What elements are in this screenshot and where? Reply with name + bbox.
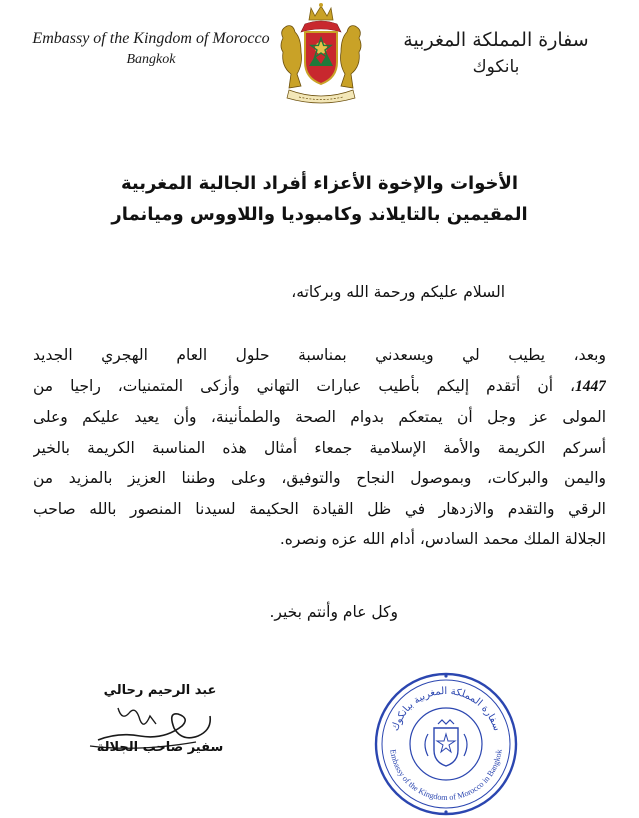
letterhead-arabic-line1: سفارة المملكة المغربية <box>403 29 589 51</box>
title-line2: المقيمين بالتايلاند وكامبوديا واللاووس وميانمار <box>111 204 528 225</box>
greeting: السلام عليكم ورحمة الله وبركاته، <box>291 283 505 301</box>
body-line3: المولى عز وجل أن يمتعكم بدوام الصحة والطمأنينة، وأن يعيد عليكم وعلى <box>33 408 606 426</box>
body-line6: الرقي والتقدم والازدهار في ظل القيادة الحكيمة لسيدنا المنصور بالله صاحب <box>33 499 606 518</box>
body-line2-text: ، أن أتقدم إليكم بأطيب عبارات التهاني وأزكى المتمنيات، راجيا من <box>33 376 575 395</box>
body-line7: الجلالة الملك محمد السادس، أدام الله عزه ونصره. <box>279 530 606 548</box>
letterhead-english-line2: Bangkok <box>126 52 176 67</box>
moroccan-coat-of-arms-icon <box>275 2 367 106</box>
hijri-year: 1447 <box>575 377 606 395</box>
letterhead-arabic-line2: بانكوك <box>472 57 520 77</box>
body-line1: وبعد، يطيب لي ويسعدني بمناسبة حلول العام الهجري الجديد <box>33 346 606 364</box>
letterhead-english-line1: Embassy of the Kingdom of Morocco <box>32 30 270 47</box>
stamp-english-text: Embassy of the Kingdom of Morocco in Bangkok <box>388 748 504 803</box>
letterhead-arabic <box>381 26 611 80</box>
signatory-title: سفير صاحب الجلالة <box>96 740 224 755</box>
title-line1: الأخوات والإخوة الأعزاء أفراد الجالية المغربية <box>120 173 519 194</box>
body-line4: أسركم الكريمة والأمة الإسلامية جمعاء أمثال هذه المناسبة الكريمة بالخير <box>33 438 606 457</box>
letter-title <box>40 168 599 230</box>
body-paragraph <box>33 340 606 555</box>
body-line2 <box>33 371 606 403</box>
signatory-name: عبد الرحيم رحالي <box>103 683 217 698</box>
body-line5: واليمن والبركات، وبموصول النجاح والتوفيق، وعلى وطننا العزيز بالمزيد من <box>33 469 606 487</box>
stamp-arabic-text: سفارة المملكة المغربية ببانكوك <box>389 685 503 733</box>
closing-wish: وكل عام وأنتم بخير. <box>269 603 398 621</box>
letterhead-english <box>26 28 276 70</box>
official-stamp-icon <box>372 670 520 818</box>
